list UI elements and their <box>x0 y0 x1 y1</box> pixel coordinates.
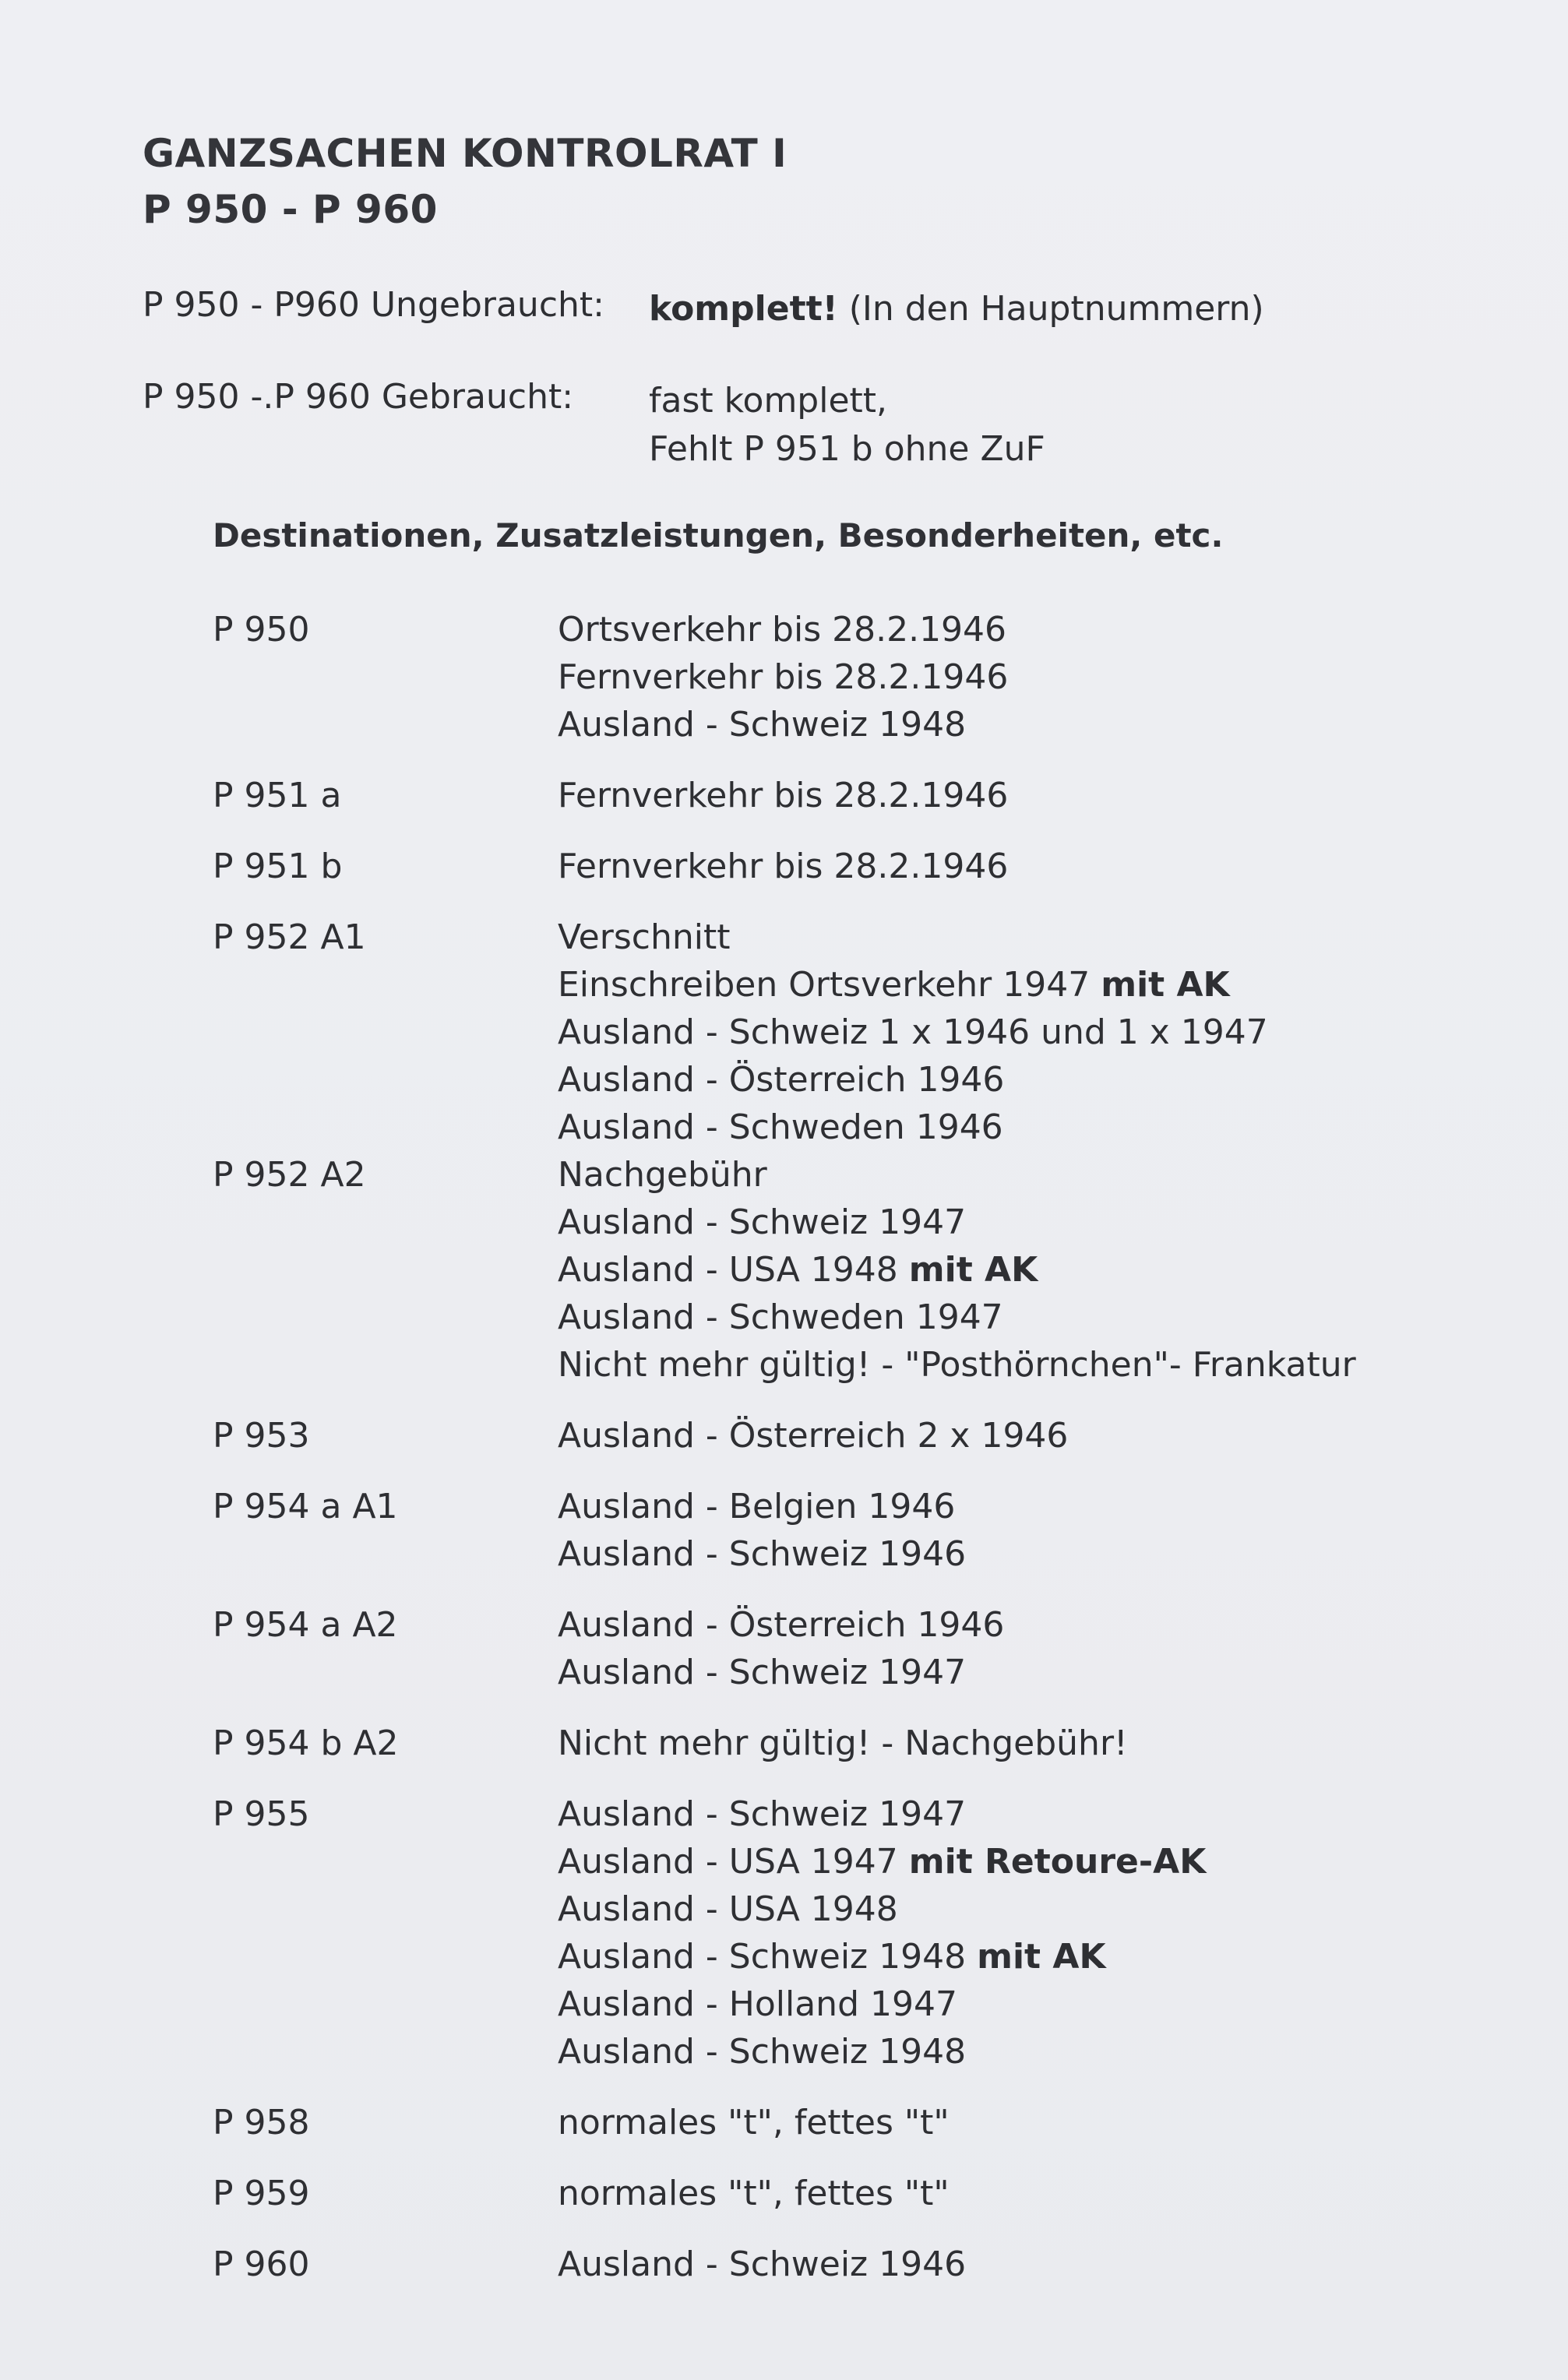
entry-line <box>558 606 1537 653</box>
entry-line <box>558 1483 1537 1530</box>
entry-line-text: Ausland - Schweiz 1948 <box>558 2032 967 2072</box>
entry-lines <box>558 1601 1537 1696</box>
summary-label: P 950 - P960 Ungebraucht: <box>143 285 604 325</box>
entry-code: P 954 b A2 <box>213 1723 399 1763</box>
entry-line-text: Ausland - Schweiz 1946 <box>558 2244 967 2284</box>
entry-code: P 951 a <box>213 776 342 815</box>
entry-line <box>558 1246 1537 1294</box>
entry-line-text: Ausland - Schweiz 1947 <box>558 1202 967 1242</box>
entry-line <box>558 1294 1537 1341</box>
entry-line <box>558 1980 1537 2028</box>
entry-code: P 954 a A2 <box>213 1605 398 1645</box>
entry-line <box>558 1933 1537 1980</box>
entry-line <box>558 1649 1537 1696</box>
entry-line <box>558 1838 1537 1885</box>
entry-line <box>558 2170 1537 2217</box>
entry-line-bold: mit Retoure-AK <box>908 1842 1207 1882</box>
entry-code: P 952 A1 <box>213 917 366 957</box>
entry-line-bold: mit AK <box>1101 965 1230 1005</box>
entry-lines <box>558 606 1537 748</box>
entry-line <box>558 843 1537 890</box>
entry-line <box>558 2099 1537 2146</box>
entry-line-text: Fernverkehr bis 28.2.1946 <box>558 657 1009 697</box>
entry-line-text: Ausland - USA 1947 <box>558 1842 909 1882</box>
summary-value-line: fast komplett, <box>649 381 888 421</box>
entry-line-text: Fernverkehr bis 28.2.1946 <box>558 776 1009 815</box>
entry-lines <box>558 1790 1537 2075</box>
entry-row <box>213 2099 1537 2146</box>
entry-spacer <box>213 2217 1537 2241</box>
entry-line-text: Fernverkehr bis 28.2.1946 <box>558 847 1009 886</box>
entry-line-text: Ausland - Schweiz 1948 <box>558 1937 978 1977</box>
entry-spacer <box>213 1389 1537 1412</box>
entry-line-text: Ausland - Schweden 1946 <box>558 1107 1003 1147</box>
entry-line-text: Ausland - Österreich 2 x 1946 <box>558 1416 1069 1456</box>
entry-line <box>558 1885 1537 1933</box>
entry-lines <box>558 772 1537 819</box>
entry-spacer <box>213 1696 1537 1720</box>
entry-spacer <box>213 1459 1537 1483</box>
entry-code: P 953 <box>213 1416 310 1456</box>
summary-value-text: (In den Hauptnummern) <box>837 289 1264 329</box>
entry-line <box>558 2241 1537 2288</box>
entry-line <box>558 1341 1537 1389</box>
entry-code: P 955 <box>213 1794 310 1834</box>
entry-lines <box>558 1412 1537 1459</box>
entry-code: P 958 <box>213 2103 310 2142</box>
entry-lines <box>558 2170 1537 2217</box>
summary-unused <box>143 285 1264 329</box>
section-heading: Destinationen, Zusatzleistungen, Besonderheiten, etc. <box>213 516 1224 555</box>
entry-line-text: Ausland - Belgien 1946 <box>558 1487 956 1526</box>
entry-row <box>213 1790 1537 2075</box>
entry-code: P 960 <box>213 2244 310 2284</box>
entry-line-text: Ausland - Holland 1947 <box>558 1984 957 2024</box>
entry-line <box>558 1530 1537 1578</box>
entry-spacer <box>213 748 1537 772</box>
summary-value-line: Fehlt P 951 b ohne ZuF <box>649 429 1045 469</box>
summary-value <box>649 285 1264 333</box>
entry-list <box>213 606 1537 2288</box>
entry-line-bold: mit AK <box>908 1250 1038 1290</box>
entry-row <box>213 1151 1537 1389</box>
entry-line-text: Nachgebühr <box>558 1155 767 1195</box>
entry-lines <box>558 843 1537 890</box>
entry-line <box>558 1009 1537 1056</box>
entry-lines <box>558 2099 1537 2146</box>
entry-line-text: normales "t", fettes "t" <box>558 2174 950 2213</box>
entry-spacer <box>213 2146 1537 2170</box>
entry-code: P 951 b <box>213 847 343 886</box>
entry-line-text: Ausland - Schweiz 1947 <box>558 1794 967 1834</box>
entry-line-text: Nicht mehr gültig! - "Posthörnchen"- Frankatur <box>558 1345 1356 1385</box>
entry-line <box>558 1056 1537 1104</box>
entry-lines <box>558 2241 1537 2288</box>
entry-row <box>213 1720 1537 1767</box>
entry-line <box>558 914 1537 961</box>
entry-row <box>213 2241 1537 2288</box>
entry-line-text: Ortsverkehr bis 28.2.1946 <box>558 610 1007 650</box>
entry-lines <box>558 1483 1537 1578</box>
entry-row <box>213 1483 1537 1578</box>
entry-spacer <box>213 2075 1537 2099</box>
entry-row <box>213 606 1537 748</box>
entry-line-text: Ausland - Österreich 1946 <box>558 1060 1005 1100</box>
entry-line-text: Ausland - USA 1948 <box>558 1889 898 1929</box>
entry-line <box>558 1412 1537 1459</box>
entry-spacer <box>213 1767 1537 1790</box>
entry-line-text: Ausland - Österreich 1946 <box>558 1605 1005 1645</box>
entry-line <box>558 1601 1537 1649</box>
entry-line <box>558 772 1537 819</box>
entry-row <box>213 1601 1537 1696</box>
entry-line <box>558 1790 1537 1838</box>
entry-line <box>558 1720 1537 1767</box>
summary-value <box>649 377 1045 474</box>
summary-used <box>143 377 1045 469</box>
entry-line <box>558 1199 1537 1246</box>
page-title: GANZSACHEN KONTROLRAT I <box>143 131 788 176</box>
entry-line <box>558 653 1537 701</box>
entry-code: P 959 <box>213 2174 310 2213</box>
entry-code: P 952 A2 <box>213 1155 366 1195</box>
entry-row <box>213 2170 1537 2217</box>
entry-line <box>558 961 1537 1009</box>
entry-line-text: Ausland - Schweiz 1946 <box>558 1534 967 1574</box>
entry-line-text: Ausland - Schweden 1947 <box>558 1297 1003 1337</box>
entry-line-text: Ausland - Schweiz 1947 <box>558 1653 967 1692</box>
entry-line <box>558 2028 1537 2075</box>
entry-line-text: Ausland - Schweiz 1 x 1946 und 1 x 1947 <box>558 1012 1268 1052</box>
entry-line-text: Nicht mehr gültig! - Nachgebühr! <box>558 1723 1128 1763</box>
entry-row <box>213 914 1537 1151</box>
entry-spacer <box>213 1578 1537 1601</box>
entry-row <box>213 772 1537 819</box>
entry-lines <box>558 1151 1537 1389</box>
entry-lines <box>558 914 1537 1151</box>
entry-line-text: Ausland - USA 1948 <box>558 1250 909 1290</box>
entry-line-text: Ausland - Schweiz 1948 <box>558 705 967 745</box>
entry-spacer <box>213 890 1537 914</box>
entry-line-text: normales "t", fettes "t" <box>558 2103 950 2142</box>
entry-line <box>558 701 1537 748</box>
entry-line <box>558 1151 1537 1199</box>
entry-line-text: Einschreiben Ortsverkehr 1947 <box>558 965 1101 1005</box>
entry-row <box>213 1412 1537 1459</box>
summary-label: P 950 -.P 960 Gebraucht: <box>143 377 574 417</box>
entry-spacer <box>213 819 1537 843</box>
entry-lines <box>558 1720 1537 1767</box>
entry-row <box>213 843 1537 890</box>
summary-value-bold: komplett! <box>649 289 838 329</box>
page-subtitle: P 950 - P 960 <box>143 187 438 232</box>
entry-line <box>558 1104 1537 1151</box>
entry-code: P 954 a A1 <box>213 1487 398 1526</box>
entry-line-text: Verschnitt <box>558 917 731 957</box>
entry-line-bold: mit AK <box>977 1937 1106 1977</box>
entry-code: P 950 <box>213 610 310 650</box>
